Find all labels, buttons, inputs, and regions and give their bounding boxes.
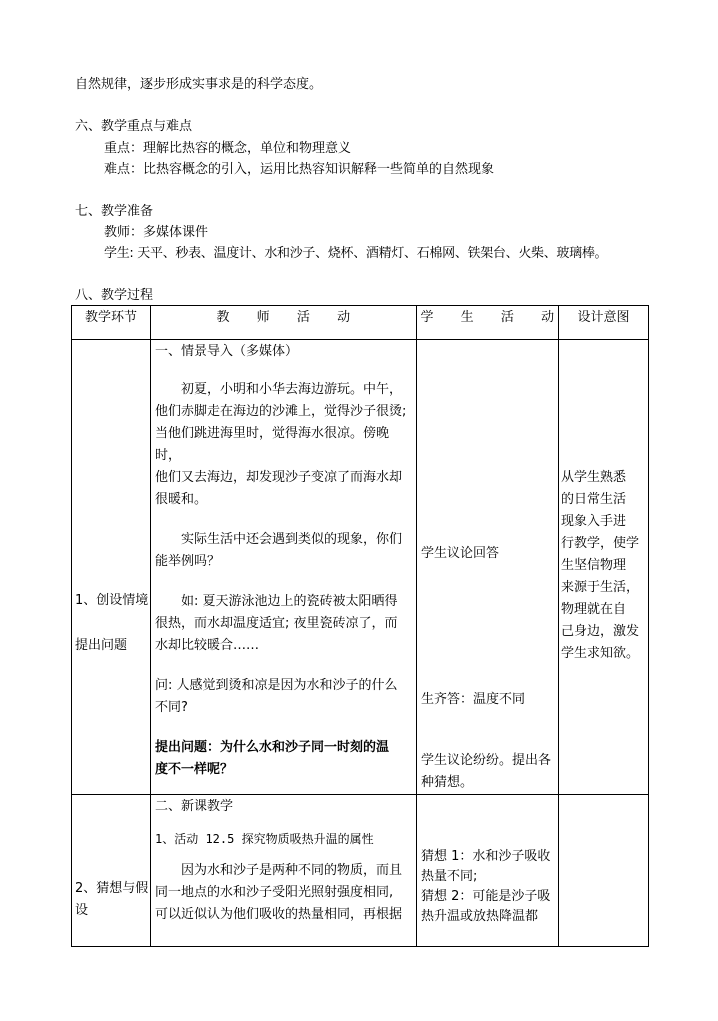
intent-cell-1 [559,340,649,795]
ask-line: 不同? [155,700,188,715]
intent-line: 生坚信物理 [561,558,627,573]
example-question-line: 实际生活中还会遇到类似的现象，你们 [155,532,403,547]
intent-text [561,467,639,665]
section6-title: 六、教学重点与难点 [75,119,193,134]
header-stage: 教学环节 [72,306,151,340]
example-question-paragraph [155,529,412,573]
lesson-process-table [71,305,649,947]
hypothesis-line: 热升温或放热降温都 [421,909,539,924]
example-line: 水却比较暖合…… [155,638,260,653]
scenario-paragraph [155,379,412,511]
student-guess-line1: 学生议论纷纷。提出各 [421,753,552,768]
student-cell-2 [417,795,559,947]
ask-paragraph [155,675,412,719]
example-question-line: 能举例吗？ [155,554,221,569]
header-design-intent: 设计意图 [559,306,649,340]
reasoning-line: 可以近似认为他们吸收的热量相同，再根据 [155,907,403,922]
student-guess-line2: 种猜想。 [421,775,474,790]
key-question-line: 提出问题：为什么水和沙子同一时刻的温 [155,740,390,755]
table-row [72,340,649,795]
scenario-line: 初夏，小明和小华去海边游玩。中午， [155,382,403,397]
header-teacher-activity: 教 师 活 动 [151,306,417,340]
teacher-prep-line: 教师：多媒体课件 [104,225,209,240]
intent-cell-2 [559,795,649,947]
section8-title: 八、教学过程 [75,288,154,303]
section7-title: 七、教学准备 [75,204,154,219]
intro-heading: 一、情景导入（多媒体） [155,344,299,359]
difficulty-line: 难点：比热容概念的引入，运用比热容知识解释一些简单的自然现象 [104,162,495,177]
scenario-line: 当他们跳进海里时，觉得海水很凉。傍晚时， [155,426,390,463]
scenario-line: 他们又去海边，却发现沙子变凉了而海水却 [155,470,403,485]
student-cell-1 [417,340,559,795]
example-line: 很热，而水却温度适宜; 夜里瓷砖凉了，而 [155,616,398,631]
reasoning-line: 因为水和沙子是两种不同的物质，而且 [155,863,403,878]
hypothesis-line: 猜想 1：水和沙子吸收 [421,849,551,864]
hypothesis-line: 热量不同; [421,869,478,884]
student-answer: 生齐答：温度不同 [421,692,526,707]
intro-line: 自然规律，逐步形成实事求是的科学态度。 [75,77,323,92]
intent-line: 来源于生活， [561,580,640,595]
intent-line: 的日常生活 [561,492,627,507]
new-lesson-heading: 二、新课教学 [155,799,234,814]
scenario-line: 很暖和。 [155,492,208,507]
student-prep-line: 学生: 天平、秒表、温度计、水和沙子、烧杯、酒精灯、石棉网、铁架台、火柴、玻璃棒。 [104,246,608,261]
student-discuss: 学生议论回答 [421,546,500,561]
intent-line: 物理就在自 [561,602,627,617]
stage-cell-2 [72,795,151,947]
hypothesis-text [421,847,550,927]
activity-line: 1、活动 12.5 探究物质吸热升温的属性 [155,832,374,846]
header-student-activity: 学 生 活 动 [417,306,559,340]
scenario-line: 他们赤脚走在海边的沙滩上，觉得沙子很烫; [155,404,407,419]
teacher-cell-2 [151,795,417,947]
focus-line: 重点：理解比热容的概念，单位和物理意义 [104,141,352,156]
stage-1-line2: 提出问题 [75,638,128,653]
intent-line: 现象入手进 [561,514,627,529]
intent-line: 学生求知欲。 [561,646,640,661]
table-header-row [72,306,649,340]
stage-2-line1: 2、猜想与假 [75,881,149,896]
stage-1-line1: 1、创设情境 [75,593,149,608]
reasoning-line: 同一地点的水和沙子受阳光照射强度相同, [155,885,394,900]
table-row [72,795,649,947]
stage-cell-1 [72,340,151,795]
hypothesis-line: 猜想 2：可能是沙子吸 [421,889,551,904]
stage-2-line2: 设 [75,903,89,918]
intent-line: 从学生熟悉 [561,470,627,485]
ask-line: 问: 人感觉到烫和凉是因为水和沙子的什么 [155,678,398,693]
example-paragraph [155,591,412,657]
example-line: 如: 夏天游泳池边上的瓷砖被太阳晒得 [155,594,398,609]
intent-line: 行教学，使学 [561,536,640,551]
intent-line: 己身边，激发 [561,624,640,639]
teacher-cell-1 [151,340,417,795]
key-question-paragraph [155,737,412,781]
key-question-line: 度不一样呢？ [155,762,234,777]
